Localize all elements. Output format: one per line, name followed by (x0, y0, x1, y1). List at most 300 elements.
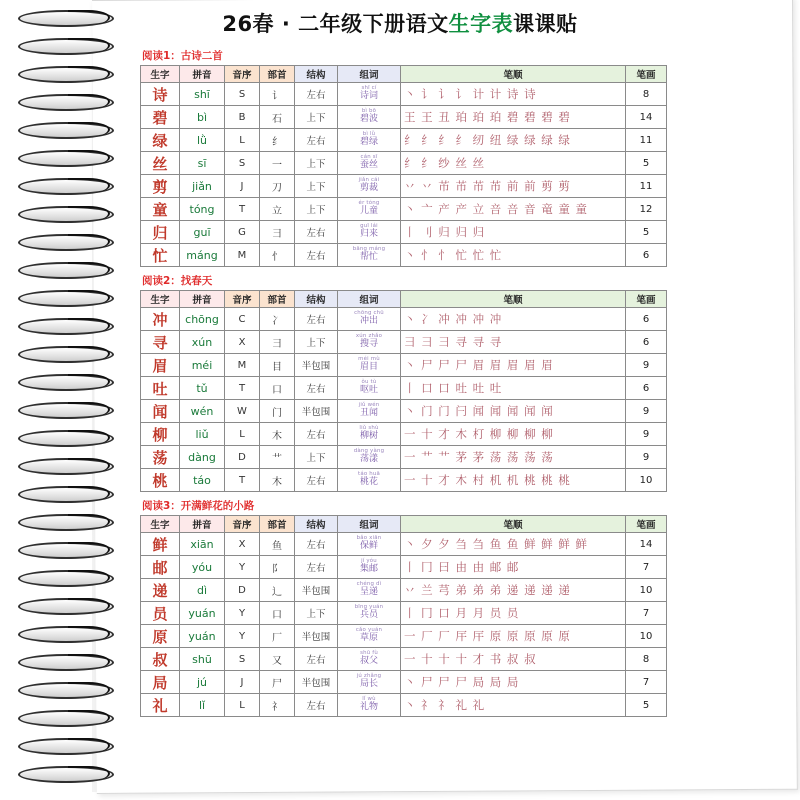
cell-bishun: 王 王 丑 珀 珀 珀 碧 碧 碧 碧 (401, 106, 626, 129)
cell-bihua: 8 (626, 83, 667, 106)
zuci-word: 碧波 (359, 114, 378, 125)
binding-ring (18, 346, 114, 363)
title-suffix: 课课贴 (513, 12, 578, 36)
zuci-word: 柳树 (359, 431, 378, 442)
cell-pinyin: tǔ (180, 377, 225, 400)
zuci-pinyin: méi mù (358, 356, 380, 363)
cell-pinyin: yuán (180, 625, 225, 648)
binding-ring (18, 598, 114, 615)
zuci-word: 诗词 (359, 91, 378, 102)
col-header-bihua: 笔画 (626, 66, 667, 83)
cell-bishun: 丷 丷 芇 芇 芇 芇 前 前 剪 剪 (401, 175, 626, 198)
cell-yinxu: C (225, 308, 260, 331)
cell-zuci (338, 175, 401, 198)
binding-ring (18, 654, 114, 671)
cell-bihua: 6 (626, 244, 667, 267)
cell-jiegou: 左右 (295, 694, 338, 717)
zuci-pinyin: dàng yàng (353, 448, 385, 455)
cell-bishun: 丶 尸 尸 尸 局 局 局 (401, 671, 626, 694)
col-header-yinxu: 音序 (225, 66, 260, 83)
col-header-zuci: 组词 (338, 66, 401, 83)
cell-bishun: 纟 纟 纟 纟 纫 纽 绿 绿 绿 绿 (401, 129, 626, 152)
section-label: 阅读3：开满鲜花的小路 (142, 500, 255, 512)
cell-zi: 闻 (141, 400, 180, 423)
binding-ring (18, 38, 114, 55)
zuci-word: 局长 (359, 679, 378, 690)
cell-yinxu: L (225, 423, 260, 446)
cell-bihua: 11 (626, 175, 667, 198)
cell-pinyin: táo (180, 469, 225, 492)
binding-ring (18, 738, 114, 755)
cell-zi: 眉 (141, 354, 180, 377)
cell-yinxu: W (225, 400, 260, 423)
cell-bihua: 7 (626, 671, 667, 694)
cell-jiegou: 上下 (295, 152, 338, 175)
cell-bushou: 石 (260, 106, 295, 129)
cell-bushou: 口 (260, 377, 295, 400)
zuci-word: 保鲜 (359, 541, 378, 552)
table-row (141, 331, 667, 354)
cell-bushou: 目 (260, 354, 295, 377)
table-row (141, 579, 667, 602)
cell-jiegou: 左右 (295, 533, 338, 556)
zuci-pinyin: jiǎn cái (358, 177, 380, 184)
binding-ring (18, 570, 114, 587)
cell-zuci (338, 308, 401, 331)
cell-yinxu: D (225, 446, 260, 469)
zuci-word: 眉目 (359, 362, 378, 373)
zuci-pinyin: bì bō (361, 108, 377, 115)
cell-zi: 童 (141, 198, 180, 221)
binding-ring (18, 234, 114, 251)
cell-bishun: 丶 礻 礻 礼 礼 (401, 694, 626, 717)
zuci-word: 剪裁 (359, 183, 378, 194)
table-row (141, 423, 667, 446)
binding-ring (18, 682, 114, 699)
cell-bihua: 14 (626, 106, 667, 129)
zuci-word: 兵员 (359, 610, 378, 621)
cell-bishun: 丶 讠 讠 讠 计 计 诗 诗 (401, 83, 626, 106)
cell-pinyin: yuán (180, 602, 225, 625)
cell-pinyin: tóng (180, 198, 225, 221)
binding-ring (18, 458, 114, 475)
col-header-yinxu: 音序 (225, 516, 260, 533)
cell-zi: 冲 (141, 308, 180, 331)
binding-ring (18, 178, 114, 195)
cell-bushou: 刀 (260, 175, 295, 198)
cell-bushou: 尸 (260, 671, 295, 694)
zuci-pinyin: guī lái (360, 223, 378, 230)
cell-bishun: 一 十 十 十 才 书 叔 叔 (401, 648, 626, 671)
cell-bishun: 丶 尸 尸 尸 眉 眉 眉 眉 眉 (401, 354, 626, 377)
zuci-pinyin: jí yóu (361, 558, 377, 565)
cell-yinxu: Y (225, 602, 260, 625)
zuci-pinyin: liǔ shù (359, 425, 379, 432)
cell-pinyin: lǐ (180, 694, 225, 717)
cell-bihua: 9 (626, 354, 667, 377)
table-row (141, 671, 667, 694)
cell-bushou: 阝 (260, 556, 295, 579)
binding-ring (18, 10, 114, 27)
cell-jiegou: 半包围 (295, 625, 338, 648)
cell-pinyin: dàng (180, 446, 225, 469)
cell-bushou: 彐 (260, 331, 295, 354)
binding-ring (18, 374, 114, 391)
zuci-word: 蚕丝 (359, 160, 378, 171)
cell-pinyin: lǜ (180, 129, 225, 152)
cell-bihua: 5 (626, 221, 667, 244)
cell-bishun: 丨 刂 归 归 归 (401, 221, 626, 244)
cell-zuci (338, 579, 401, 602)
title-highlight: 生字表 (448, 12, 514, 36)
cell-bushou: 立 (260, 198, 295, 221)
cell-bushou: 辶 (260, 579, 295, 602)
col-header-yinxu: 音序 (225, 291, 260, 308)
cell-bishun: 丷 兰 芎 弟 弟 弟 递 递 递 递 (401, 579, 626, 602)
cell-pinyin: sī (180, 152, 225, 175)
cell-zuci (338, 331, 401, 354)
cell-zuci (338, 400, 401, 423)
cell-yinxu: L (225, 129, 260, 152)
character-table (140, 290, 667, 492)
cell-bishun: 丨 冂 曰 由 由 邮 邮 (401, 556, 626, 579)
cell-bihua: 6 (626, 308, 667, 331)
cell-zi: 忙 (141, 244, 180, 267)
cell-yinxu: S (225, 83, 260, 106)
zuci-pinyin: bīng yuán (354, 604, 384, 611)
cell-yinxu: B (225, 106, 260, 129)
cell-bishun: 彐 彐 彐 寻 寻 寻 (401, 331, 626, 354)
cell-zi: 吐 (141, 377, 180, 400)
cell-bihua: 8 (626, 648, 667, 671)
cell-jiegou: 半包围 (295, 671, 338, 694)
cell-zuci (338, 244, 401, 267)
binding-ring (18, 206, 114, 223)
cell-zuci (338, 556, 401, 579)
binding-ring (18, 542, 114, 559)
col-header-zi: 生字 (141, 291, 180, 308)
cell-bishun: 丶 门 门 闩 闻 闻 闻 闻 闻 (401, 400, 626, 423)
col-header-bushou: 部首 (260, 291, 295, 308)
zuci-word: 碧绿 (359, 137, 378, 148)
cell-bishun: 一 十 才 木 村 机 机 桃 桃 桃 (401, 469, 626, 492)
zuci-pinyin: ér tóng (358, 200, 380, 207)
cell-zuci (338, 152, 401, 175)
zuci-pinyin: jiǔ wén (358, 402, 380, 409)
cell-bishun: 丶 亠 产 产 立 咅 咅 音 竜 童 童 (401, 198, 626, 221)
binding-ring (18, 514, 114, 531)
binding-ring (18, 94, 114, 111)
title-prefix: 26春 · 二年级下册语文 (222, 12, 449, 36)
zuci-pinyin: bāng máng (352, 246, 386, 253)
cell-pinyin: xún (180, 331, 225, 354)
col-header-bihua: 笔画 (626, 291, 667, 308)
table-row (141, 556, 667, 579)
cell-jiegou: 左右 (295, 129, 338, 152)
cell-bihua: 9 (626, 423, 667, 446)
col-header-pinyin: 拼音 (180, 516, 225, 533)
cell-jiegou: 半包围 (295, 400, 338, 423)
cell-bushou: 门 (260, 400, 295, 423)
table-row (141, 377, 667, 400)
zuci-pinyin: táo huā (358, 471, 380, 478)
binding-ring (18, 318, 114, 335)
cell-yinxu: S (225, 152, 260, 175)
cell-bishun: 一 艹 艹 茅 茅 荡 荡 荡 荡 (401, 446, 626, 469)
cell-jiegou: 左右 (295, 648, 338, 671)
cell-jiegou: 左右 (295, 423, 338, 446)
col-header-bushou: 部首 (260, 66, 295, 83)
cell-bihua: 10 (626, 625, 667, 648)
cell-bushou: 彐 (260, 221, 295, 244)
binding-ring (18, 710, 114, 727)
cell-zuci (338, 106, 401, 129)
cell-bushou: 木 (260, 423, 295, 446)
cell-bihua: 7 (626, 602, 667, 625)
cell-bishun: 丶 夕 夕 刍 刍 鱼 鱼 鲜 鲜 鲜 鲜 (401, 533, 626, 556)
cell-yinxu: M (225, 244, 260, 267)
binding-ring (18, 626, 114, 643)
table-row (141, 400, 667, 423)
cell-pinyin: máng (180, 244, 225, 267)
cell-jiegou: 上下 (295, 106, 338, 129)
binding-ring (18, 430, 114, 447)
col-header-bushou: 部首 (260, 516, 295, 533)
cell-bushou: 艹 (260, 446, 295, 469)
cell-zuci (338, 354, 401, 377)
table-row (141, 648, 667, 671)
cell-zuci (338, 648, 401, 671)
cell-bishun: 丶 忄 忄 忙 忙 忙 (401, 244, 626, 267)
cell-zi: 丝 (141, 152, 180, 175)
binding-ring (18, 402, 114, 419)
table-row (141, 106, 667, 129)
cell-zuci (338, 602, 401, 625)
cell-bishun: 一 十 才 木 朾 柳 柳 柳 柳 (401, 423, 626, 446)
cell-yinxu: D (225, 579, 260, 602)
cell-pinyin: chōng (180, 308, 225, 331)
cell-pinyin: shū (180, 648, 225, 671)
table-row (141, 446, 667, 469)
character-table (140, 65, 667, 267)
binding-ring (18, 290, 114, 307)
cell-zi: 礼 (141, 694, 180, 717)
reading-section (140, 273, 660, 492)
binding-ring (18, 122, 114, 139)
cell-jiegou: 上下 (295, 175, 338, 198)
cell-jiegou: 左右 (295, 83, 338, 106)
cell-bushou: 礻 (260, 694, 295, 717)
cell-zi: 柳 (141, 423, 180, 446)
zuci-word: 荡漾 (359, 454, 378, 465)
cell-zi: 碧 (141, 106, 180, 129)
cell-zi: 递 (141, 579, 180, 602)
zuci-pinyin: xún zhǎo (355, 333, 383, 340)
cell-zuci (338, 625, 401, 648)
col-header-zuci: 组词 (338, 516, 401, 533)
cell-bushou: 又 (260, 648, 295, 671)
cell-zi: 绿 (141, 129, 180, 152)
zuci-word: 叔父 (359, 656, 378, 667)
cell-bihua: 7 (626, 556, 667, 579)
table-row (141, 175, 667, 198)
cell-zuci (338, 446, 401, 469)
cell-pinyin: xiān (180, 533, 225, 556)
cell-zuci (338, 221, 401, 244)
zuci-word: 集邮 (359, 564, 378, 575)
zuci-pinyin: chōng chū (354, 310, 384, 317)
zuci-pinyin: ǒu tù (361, 379, 377, 386)
col-header-jiegou: 结构 (295, 66, 338, 83)
cell-yinxu: J (225, 175, 260, 198)
zuci-pinyin: cán sī (360, 154, 378, 161)
cell-bihua: 5 (626, 152, 667, 175)
cell-bihua: 12 (626, 198, 667, 221)
cell-yinxu: X (225, 533, 260, 556)
zuci-pinyin: bǎo xiān (356, 535, 382, 542)
col-header-zi: 生字 (141, 516, 180, 533)
cell-zi: 叔 (141, 648, 180, 671)
cell-jiegou: 半包围 (295, 579, 338, 602)
cell-jiegou: 上下 (295, 446, 338, 469)
binding-ring (18, 66, 114, 83)
sections-container (140, 48, 660, 717)
zuci-word: 呕吐 (359, 385, 378, 396)
table-row (141, 694, 667, 717)
cell-pinyin: jiǎn (180, 175, 225, 198)
zuci-word: 桃花 (359, 477, 378, 488)
zuci-word: 礼物 (359, 702, 378, 713)
reading-section (140, 48, 660, 267)
section-label: 阅读2：找春天 (142, 275, 213, 287)
table-row (141, 129, 667, 152)
col-header-bihua: 笔画 (626, 516, 667, 533)
cell-jiegou: 左右 (295, 556, 338, 579)
binding-ring (18, 150, 114, 167)
cell-zi: 剪 (141, 175, 180, 198)
cell-jiegou: 上下 (295, 331, 338, 354)
cell-zi: 邮 (141, 556, 180, 579)
cell-pinyin: méi (180, 354, 225, 377)
cell-zuci (338, 198, 401, 221)
zuci-word: 搜寻 (359, 339, 378, 350)
zuci-pinyin: lǐ wù (362, 696, 376, 703)
cell-zi: 鲜 (141, 533, 180, 556)
cell-yinxu: T (225, 198, 260, 221)
cell-bishun: 丨 冂 口 月 月 员 员 (401, 602, 626, 625)
zuci-word: 儿童 (359, 206, 378, 217)
cell-jiegou: 左右 (295, 244, 338, 267)
cell-bihua: 9 (626, 400, 667, 423)
zuci-word: 草原 (359, 633, 378, 644)
character-table (140, 515, 667, 717)
col-header-bishun: 笔顺 (401, 516, 626, 533)
cell-jiegou: 左右 (295, 377, 338, 400)
cell-zuci (338, 694, 401, 717)
zuci-pinyin: shū fù (360, 650, 378, 657)
table-row (141, 152, 667, 175)
zuci-pinyin: jú zhǎng (356, 673, 382, 680)
table-row (141, 469, 667, 492)
zuci-pinyin: cǎo yuán (355, 627, 383, 634)
cell-pinyin: yóu (180, 556, 225, 579)
page-title (140, 8, 660, 44)
reading-section (140, 498, 660, 717)
cell-bihua: 11 (626, 129, 667, 152)
cell-zi: 员 (141, 602, 180, 625)
binding-ring (18, 766, 114, 783)
cell-bihua: 10 (626, 579, 667, 602)
table-row (141, 221, 667, 244)
section-label: 阅读1：古诗二首 (142, 50, 223, 62)
col-header-zi: 生字 (141, 66, 180, 83)
cell-zi: 局 (141, 671, 180, 694)
cell-bushou: 讠 (260, 83, 295, 106)
cell-zi: 归 (141, 221, 180, 244)
cell-bishun: 纟 纟 纱 丝 丝 (401, 152, 626, 175)
cell-zi: 寻 (141, 331, 180, 354)
worksheet-content (140, 8, 660, 717)
cell-zuci (338, 469, 401, 492)
cell-zuci (338, 129, 401, 152)
cell-bishun: 一 厂 厂 厈 厈 原 原 原 原 原 (401, 625, 626, 648)
cell-bushou: 木 (260, 469, 295, 492)
cell-yinxu: Y (225, 625, 260, 648)
binding-ring (18, 486, 114, 503)
table-row (141, 83, 667, 106)
cell-jiegou: 上下 (295, 198, 338, 221)
col-header-bishun: 笔顺 (401, 291, 626, 308)
cell-pinyin: dì (180, 579, 225, 602)
zuci-pinyin: shī cí (361, 85, 377, 92)
cell-zi: 桃 (141, 469, 180, 492)
cell-yinxu: S (225, 648, 260, 671)
cell-bushou: 忄 (260, 244, 295, 267)
cell-bihua: 6 (626, 377, 667, 400)
zuci-word: 冲出 (359, 316, 378, 327)
cell-bishun: 丨 口 口 吐 吐 吐 (401, 377, 626, 400)
cell-bushou: 口 (260, 602, 295, 625)
cell-yinxu: M (225, 354, 260, 377)
cell-pinyin: liǔ (180, 423, 225, 446)
cell-yinxu: Y (225, 556, 260, 579)
cell-jiegou: 左右 (295, 469, 338, 492)
cell-yinxu: X (225, 331, 260, 354)
cell-bushou: 冫 (260, 308, 295, 331)
cell-zi: 诗 (141, 83, 180, 106)
table-row (141, 308, 667, 331)
cell-pinyin: shī (180, 83, 225, 106)
cell-jiegou: 上下 (295, 602, 338, 625)
cell-zi: 原 (141, 625, 180, 648)
cell-bushou: 一 (260, 152, 295, 175)
spiral-binding (0, 0, 120, 800)
col-header-bishun: 笔顺 (401, 66, 626, 83)
cell-zuci (338, 83, 401, 106)
cell-bushou: 鱼 (260, 533, 295, 556)
cell-bushou: 厂 (260, 625, 295, 648)
cell-zuci (338, 423, 401, 446)
col-header-jiegou: 结构 (295, 516, 338, 533)
zuci-word: 丑闻 (359, 408, 378, 419)
cell-yinxu: T (225, 469, 260, 492)
col-header-pinyin: 拼音 (180, 66, 225, 83)
cell-pinyin: guī (180, 221, 225, 244)
cell-bushou: 纟 (260, 129, 295, 152)
table-row (141, 354, 667, 377)
zuci-word: 帮忙 (359, 252, 378, 263)
cell-zi: 荡 (141, 446, 180, 469)
